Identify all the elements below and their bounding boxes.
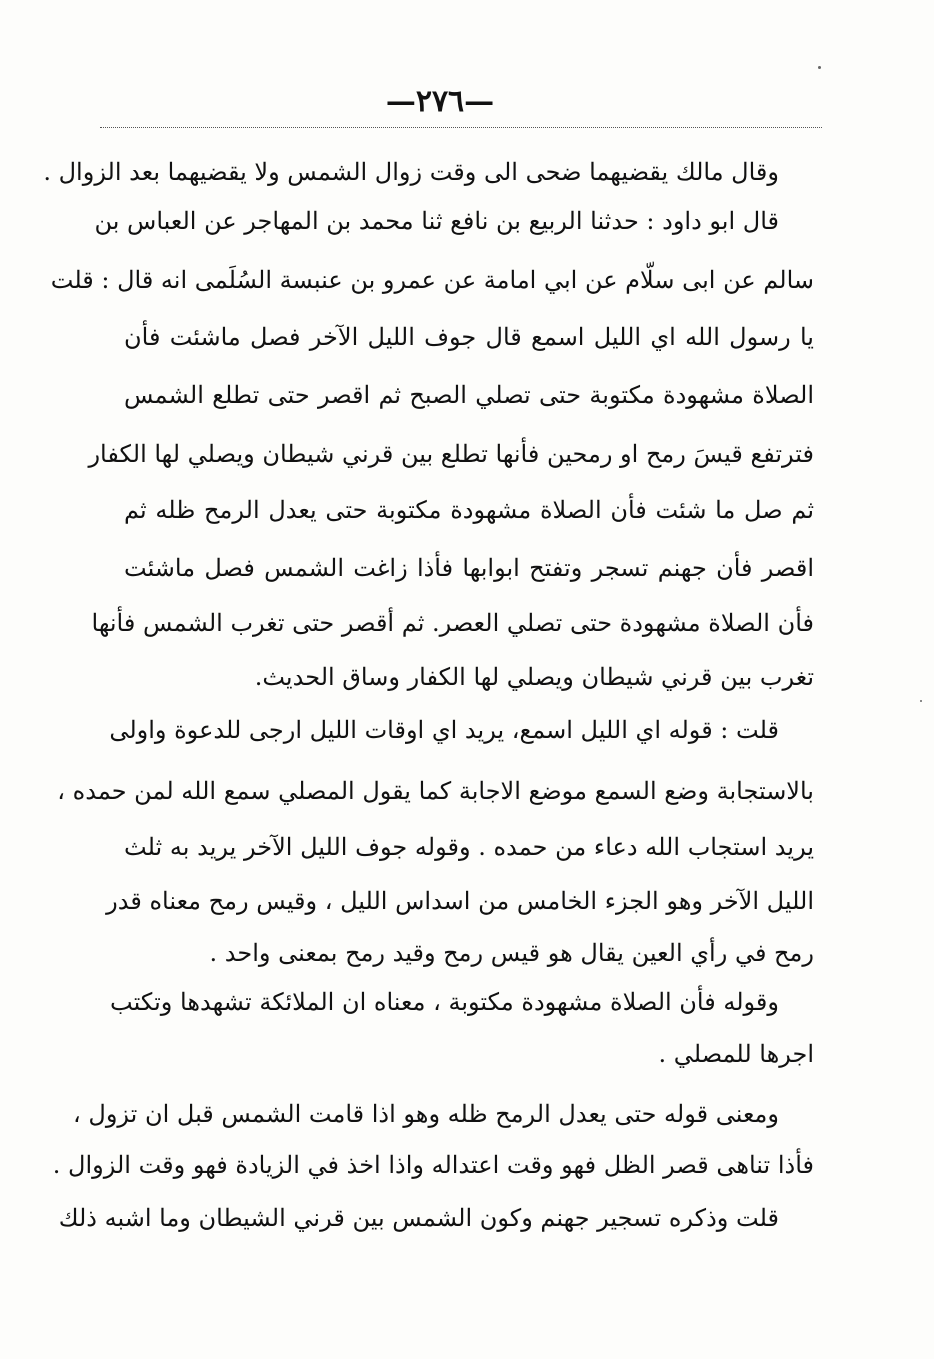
text-line: فأذا تناهى قصر الظل فهو وقت اعتداله واذا اخذ في الزيادة فهو وقت الزوال .: [52, 1151, 814, 1179]
text-line: فترتفع قيسَ رمح او رمحين فأنها تطلع بين قرني شيطان ويصلي لها الكفار: [88, 440, 814, 468]
text-line: اجرها للمصلي .: [658, 1040, 814, 1068]
text-line: ثم صل ما شئت فأن الصلاة مشهودة مكتوبة حتى يعدل الرمح ظله ثم: [124, 496, 814, 524]
text-line: بالاستجابة وضع السمع موضع الاجابة كما يقول المصلي سمع الله لمن حمده ،: [57, 777, 814, 805]
text-line: اقصر فأن جهنم تسجر وتفتح ابوابها فأذا زاغت الشمس فصل ماشئت: [124, 554, 814, 582]
text-line: يريد استجاب الله دعاء من حمده . وقوله جوف الليل الآخر يريد به ثلث: [124, 833, 814, 861]
page-number: —٢٧٦—: [385, 84, 495, 119]
text-line: تغرب بين قرني شيطان ويصلي لها الكفار وساق الحديث.: [254, 663, 814, 691]
text-line: قال ابو داود : حدثنا الربيع بن نافع ثنا محمد بن المهاجر عن العباس بن: [94, 207, 779, 235]
text-line: سالم عن ابى سلّام عن ابي امامة عن عمرو بن عنبسة السُلَمى انه قال : قلت: [50, 266, 814, 294]
text-line: قلت : قوله اي الليل اسمع، يريد اي اوقات الليل ارجى للدعوة واولى: [109, 716, 779, 744]
paper-speck: [920, 700, 922, 702]
text-line: الليل الآخر وهو الجزء الخامس من اسداس الليل ، وقيس رمح معناه قدر: [106, 887, 814, 915]
header-rule: [100, 127, 822, 128]
text-line: وقوله فأن الصلاة مشهودة مكتوبة ، معناه ان الملائكة تشهدها وتكتب: [110, 988, 779, 1016]
text-line: يا رسول الله اي الليل اسمع قال جوف الليل الآخر فصل ماشئت فأن: [124, 323, 814, 351]
text-line: قلت وذكره تسجير جهنم وكون الشمس بين قرني الشيطان وما اشبه ذلك: [58, 1204, 779, 1232]
text-line: فأن الصلاة مشهودة حتى تصلي العصر. ثم أقصر حتى تغرب الشمس فأنها: [91, 609, 814, 637]
text-line: الصلاة مشهودة مكتوبة حتى تصلي الصبح ثم اقصر حتى تطلع الشمس: [124, 381, 814, 409]
text-line: وقال مالك يقضيهما ضحى الى وقت زوال الشمس ولا يقضيهما بعد الزوال .: [43, 158, 779, 186]
paper-speck: [818, 66, 821, 69]
text-line: رمح في رأي العين يقال هو قيس رمح وقيد رمح بمعنى واحد .: [209, 939, 814, 967]
text-line: ومعنى قوله حتى يعدل الرمح ظله وهو اذا قامت الشمس قبل ان تزول ،: [73, 1100, 779, 1128]
